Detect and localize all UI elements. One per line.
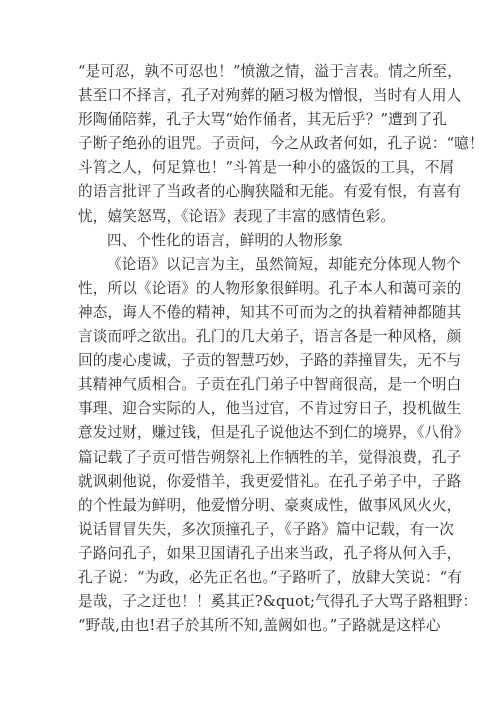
text-line: “野哉,由也!君子於其所不知,盖阙如也。”子路就是这样心 (78, 617, 441, 635)
text-line: 言谈而呼之欲出。孔门的几大弟子，语言各是一种风格，颜 (78, 328, 462, 346)
text-line: 孔子说：“为政，必先正名也。”子路听了，放肆大笑说：“有 (78, 568, 463, 586)
body-text (78, 60, 484, 638)
text-line: 就讽刺他说，你爱惜羊，我更爱惜礼。在孔子弟子中，子路 (78, 472, 462, 490)
text-line: 其精神气质相合。子贡在孔门弟子中智商很高，是一个明白 (78, 376, 462, 394)
text-line: 神态，诲人不倦的精神，知其不可而为之的执着精神都随其 (78, 303, 462, 321)
text-line: 的个性最为鲜明，他爱憎分明、豪爽成性，做事风风火火， (78, 496, 462, 514)
text-line: 性，所以《论语》的人物形象很鲜明。孔子本人和蔼可亲的 (78, 279, 462, 297)
text-line: 形陶俑陪葬，孔子大骂“始作俑者，其无后乎？”遭到了孔 (78, 111, 448, 129)
text-line: 是哉，子之迂也！！奚其正?&quot;气得孔子大骂子路粗野： (78, 593, 478, 611)
text-line: 甚至口不择言，孔子对殉葬的陋习极为憎恨，当时有人用人 (78, 87, 462, 105)
text-line: 斗筲之人，何足算也！”斗筲是一种小的盛饭的工具，不屑 (78, 159, 455, 177)
text-line: 意发过财，赚过钱，但是孔子说他达不到仁的境界，《八佾》 (78, 424, 469, 442)
text-line: 回的虔心虔诚，子贡的智慧巧妙，子路的莽撞冒失，无不与 (78, 352, 462, 370)
text-line: 的语言批评了当政者的心胸狭隘和无能。有爱有恨，有喜有 (78, 183, 462, 201)
text-line: “是可忍，孰不可忍也！”愤激之情，溢于言表。情之所至， (78, 63, 462, 80)
text-line: 说话冒冒失失，多次顶撞孔子，《子路》篇中记载，有一次 (78, 520, 455, 538)
section-heading: 四、个性化的语言，鲜明的人物形象 (107, 231, 343, 249)
paragraph-first-line: 《论语》以记言为主，虽然简短，却能充分体现人物个 (107, 255, 461, 273)
text-line: 忧，嬉笑怒骂，《论语》表现了丰富的感情色彩。 (78, 207, 396, 225)
text-line: 篇记载了子贡可惜告朔祭礼上作牺牲的羊，觉得浪费，孔子 (78, 448, 462, 466)
text-line: 子路问孔子，如果卫国请孔子出来当政，孔子将从何入手， (78, 544, 462, 562)
text-line: 事理、迎合实际的人，他当过官，不肯过穷日子，投机做生 (78, 400, 462, 418)
text-line: 子断子绝孙的诅咒。子贡问，今之从政者何如，孔子说：“噫！ (78, 135, 484, 153)
